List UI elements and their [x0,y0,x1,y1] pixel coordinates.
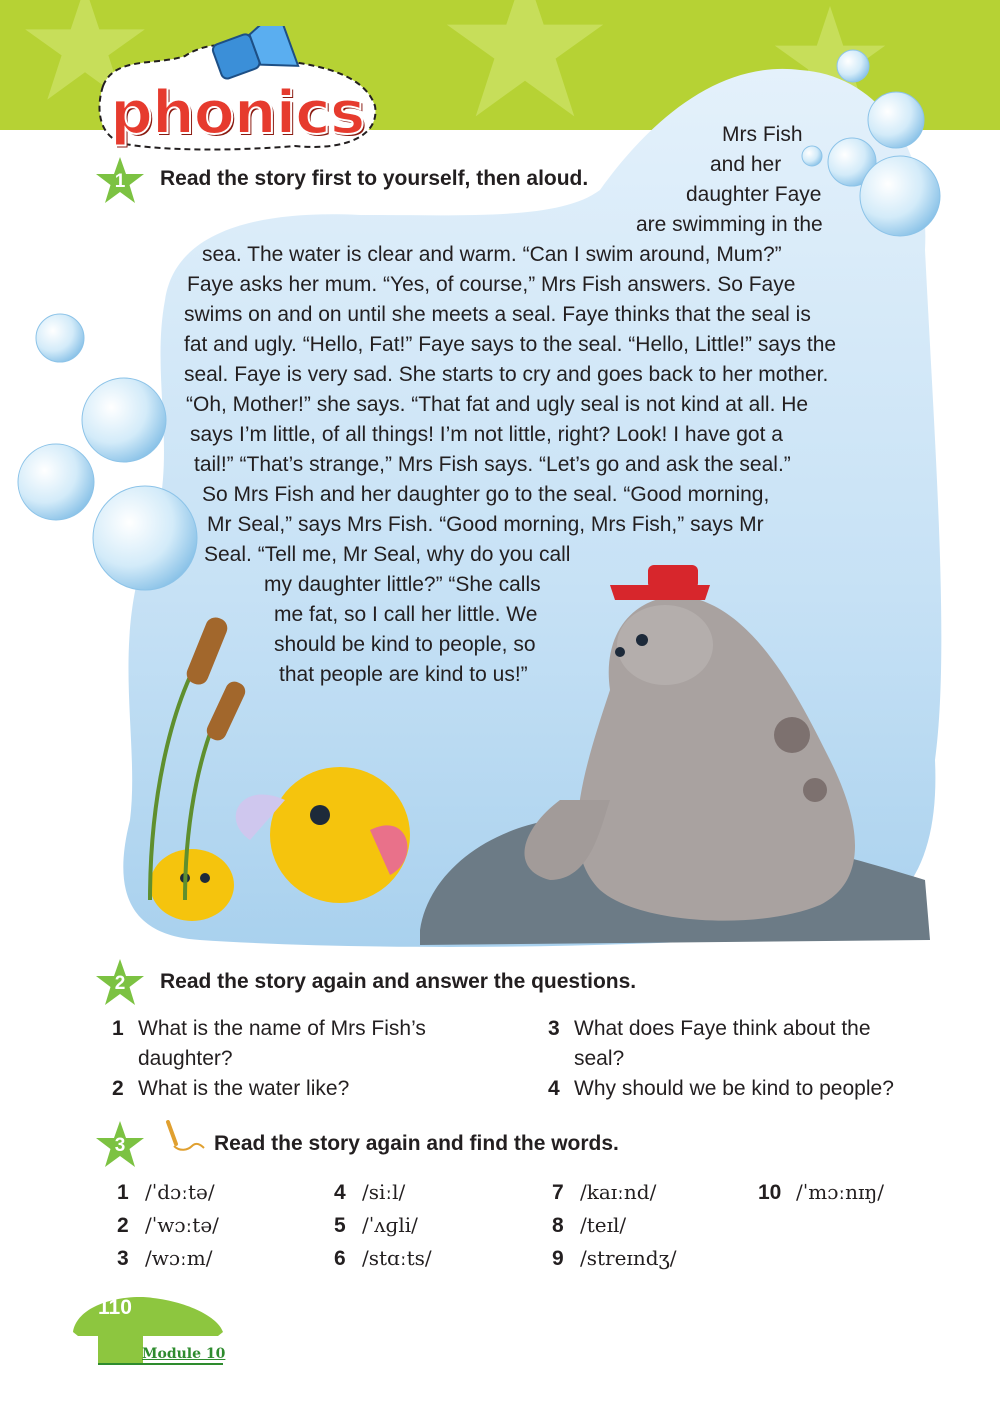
word-phonetic: /teɪl/ [580,1213,627,1237]
logo-text: phonics [110,78,365,148]
question-text: What is the water like? [138,1077,350,1100]
word-number: 3 [117,1247,129,1270]
step-number: 3 [114,1135,126,1156]
story-line: that people are kind to us!” [279,663,528,686]
question-item [548,1014,871,1070]
fish-daughter-illustration [150,849,234,921]
story-line: sea. The water is clear and warm. “Can I swim around, Mum?” [202,243,782,266]
word-phonetic: /kaɪːnd/ [580,1180,657,1204]
question-text: What is the name of Mrs Fish’s [138,1017,426,1040]
word-number: 2 [117,1214,129,1237]
questions-list [112,1014,952,1114]
story-line: Faye asks her mum. “Yes, of course,” Mrs Fish answers. So Faye [187,273,796,296]
word-item [552,1180,656,1205]
step-3-badge [95,1120,145,1170]
word-phonetic: /wɔːm/ [145,1246,213,1270]
question-number: 3 [548,1017,560,1040]
story-line: should be kind to people, so [274,633,536,656]
word-phonetic: /ˈwɔːtə/ [145,1213,219,1237]
section-2-heading: Read the story again and answer the questions. [160,970,637,993]
word-item [117,1213,219,1238]
word-phonetic: /ˈmɔːnɪŋ/ [796,1180,885,1204]
bubble-icon [837,50,869,82]
question-number: 1 [112,1017,124,1040]
question-number: 2 [112,1077,124,1100]
story-line: Seal. “Tell me, Mr Seal, why do you call [204,543,571,566]
word-item [334,1246,432,1271]
word-item [552,1246,677,1271]
question-number: 4 [548,1077,560,1100]
bubble-icon [36,314,84,362]
question-text-continued: seal? [574,1047,625,1070]
word-number: 8 [552,1214,564,1237]
word-number: 10 [758,1181,782,1204]
story-line: “Oh, Mother!” she says. “That fat and ugly seal is not kind at all. He [186,393,809,416]
bubble-icon [18,444,94,520]
question-text: Why should we be kind to people? [574,1077,894,1100]
question-item [112,1074,349,1104]
story-line: me fat, so I call her little. We [274,603,538,626]
word-number: 1 [117,1181,129,1204]
story-line: seal. Faye is very sad. She starts to cry and goes back to her mother. [184,363,829,386]
story-line: Mrs Fish [722,123,803,146]
story-line: So Mrs Fish and her daughter go to the seal. “Good morning, [202,483,770,506]
word-phonetic: /siːl/ [362,1180,406,1204]
story-line: Mr Seal,” says Mrs Fish. “Good morning, Mrs Fish,” says Mr [207,513,764,536]
word-item [334,1180,405,1205]
step-2-badge [95,958,145,1008]
story-line: swims on and on until she meets a seal. Faye thinks that the seal is [184,303,811,326]
pencil-icon [162,1120,206,1154]
story-line: my daughter little?” “She calls [264,573,541,596]
word-number: 9 [552,1247,564,1270]
story-line: fat and ugly. “Hello, Fat!” Faye says to the seal. “Hello, Little!” says the [184,333,837,356]
word-item [758,1180,884,1205]
word-number: 5 [334,1214,346,1237]
word-item [552,1213,626,1238]
module-label: Module 10 [142,1346,226,1362]
section-3-heading: Read the story again and find the words. [214,1132,619,1155]
word-item [117,1246,213,1271]
story-text [150,120,930,700]
section-1-heading: Read the story first to yourself, then aloud. [160,167,589,190]
question-text-continued: daughter? [138,1047,233,1070]
word-item [334,1213,418,1238]
word-phonetic: /stɑːts/ [362,1246,432,1270]
story-line: daughter Faye [686,183,822,206]
word-phonetic: /streɪndʒ/ [580,1246,677,1270]
step-1-badge [95,156,145,206]
question-text: What does Faye think about the [574,1017,871,1040]
word-item [117,1180,215,1205]
word-number: 7 [552,1181,564,1204]
word-number: 6 [334,1247,346,1270]
story-line: and her [710,153,782,176]
question-item [548,1074,894,1104]
story-line: tail!” “That’s strange,” Mrs Fish says. “Let’s go and ask the seal.” [194,453,791,476]
word-number: 4 [334,1181,346,1204]
step-number: 1 [114,171,126,192]
step-number: 2 [114,973,126,994]
story-line: are swimming in the [636,213,823,236]
story-line: says I’m little, of all things! I’m not little, right? Look! I have got a [190,423,783,446]
word-phonetic: /ˈʌɡli/ [362,1213,418,1237]
question-item [112,1014,426,1070]
page-number: 110 [98,1296,132,1319]
word-phonetic: /ˈdɔːtə/ [145,1180,215,1204]
